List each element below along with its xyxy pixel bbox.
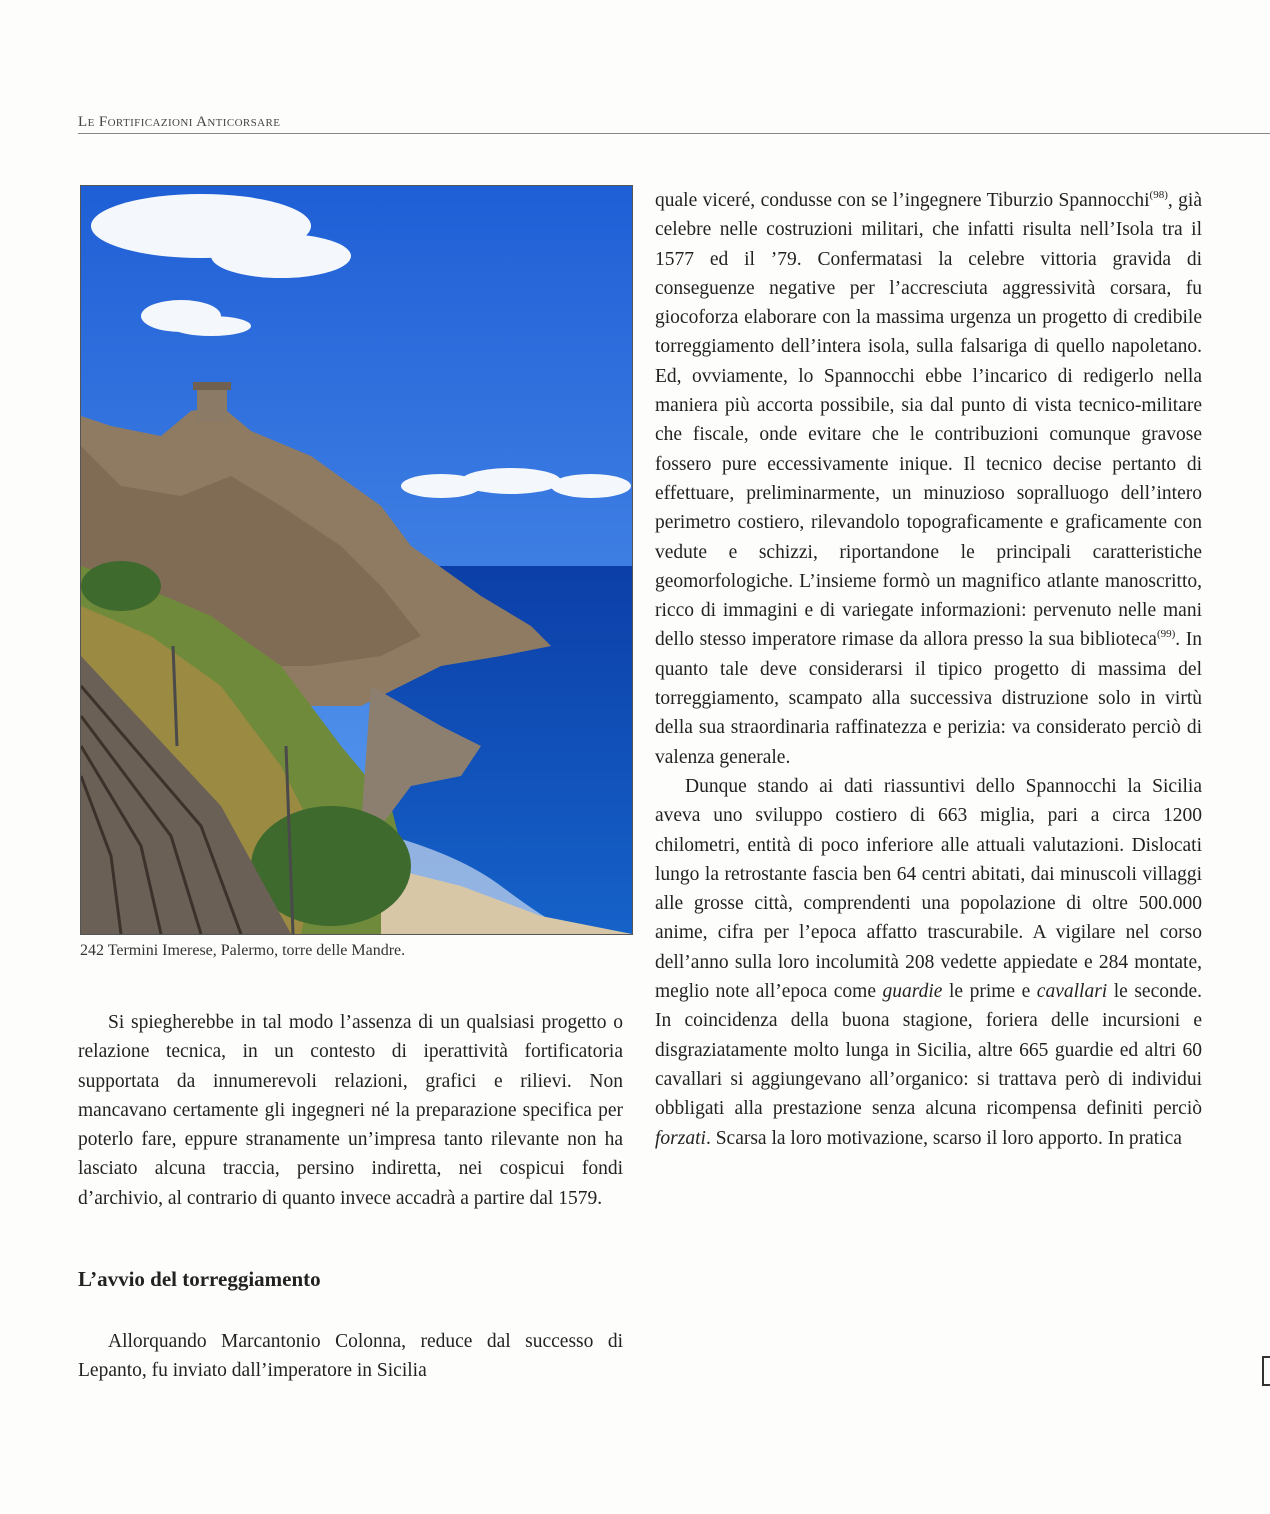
right-p2-part-d: . Scarsa la loro motivazione, scarso il loro apporto. In pratica bbox=[705, 1127, 1182, 1149]
running-title: Le Fortificazioni Anticorsare bbox=[78, 114, 281, 130]
left-lower-text bbox=[78, 1327, 623, 1386]
coastal-tower-photo bbox=[80, 185, 633, 935]
footnote-99: (99) bbox=[1156, 628, 1176, 641]
footnote-98: (98) bbox=[1149, 189, 1168, 201]
left-column-text bbox=[78, 1008, 623, 1213]
section-paragraph: Allorquando Marcantonio Colonna, reduce dal successo di Lepanto, fu inviato dall’imperatore in Sicilia bbox=[78, 1331, 623, 1382]
right-p1-part-b: , già celebre nelle costruzioni militari, che infatti risulta nell’Isola tra il 1577 ed il ’79. Confermatasi la celebre vittoria gravida di conseguenze negative per l’accresciuta aggressività corsara, fu giocoforza elaborare con la massima urgenza un progetto di credibile torreggiamento dell’intera isola, sulla falsariga di quello napoletano. Ed, ovviamente, lo Spannocchi ebbe l’incarico di redigerlo nella maniera più accorta possibile, sia dal punto di vista tecnico-militare che fiscale, onde evitare che le contribuzioni comunque gravose fossero pure eccessivamente inique. Il tecnico decise pertanto di effettuare, preliminarmente, un minuzioso sopralluogo dell’intero perimetro costiero, rilevandolo topograficamente e graficamente con vedute e schizzi, riportandone le principali caratteristiche geomorfologiche. L’insieme formò un magnifico atlante manoscritto, ricco di immagini e di variegate informazioni: pervenuto nelle mani dello stesso imperatore rimase da allora presso la sua biblioteca bbox=[655, 190, 1202, 651]
right-paragraph-1 bbox=[655, 186, 1202, 772]
term-cavallari: cavallari bbox=[1036, 981, 1108, 1003]
section-heading: L’avvio del torreggiamento bbox=[78, 1267, 321, 1291]
header-rule bbox=[78, 133, 1270, 134]
term-forzati: forzati bbox=[655, 1127, 706, 1149]
right-p1-part-a: quale viceré, condusse con se l’ingegnere Tiburzio Spannocchi bbox=[655, 190, 1150, 211]
right-p2-part-a: Dunque stando ai dati riassuntivi dello Spannocchi la Sicilia aveva uno sviluppo costiero di 663 miglia, pari a circa 1200 chilometri, entità di poco inferiore alle attuali valutazioni. Dislocati lungo la retrostante fascia ben 64 centri abitati, dai minuscoli villaggi alle grosse città, comprendenti una popolazione di oltre 500.000 anime, cifra per l’epoca affatto trascurabile. A vigilare nel corso dell’anno sulla loro incolumità 208 vedette appiedate e 284 montate, meglio note all’epoca come bbox=[655, 775, 1202, 1003]
right-p2-part-c: le seconde. In coincidenza della buona stagione, foriera delle incursioni e disgraziatamente molto lunga in Sicilia, altre 665 guardie ed altri 60 cavallari si aggiungevano all’organico: si trattava però di individui obbligati alla prestazione senza alcuna ricompensa definiti perciò bbox=[655, 981, 1203, 1120]
right-p2-part-b: le prime e bbox=[949, 981, 1031, 1003]
right-column-text bbox=[655, 186, 1202, 1153]
figure-caption: 242 Termini Imerese, Palermo, torre delle Mandre. bbox=[80, 942, 406, 959]
left-paragraph: Si spiegherebbe in tal modo l’assenza di un qualsiasi progetto o relazione tecnica, in un contesto di iperattività fortificatoria supportata da innumerevoli relazioni, grafici e rilievi. Non mancavano certamente gli ingegneri né la preparazione specifica per poterlo fare, eppure stranamente un’impresa tanto rilevante non ha lasciato alcuna traccia, persino indiretta, nei cospicui fondi d’archivio, al contrario di quanto invece accadrà a partire dal 1579. bbox=[78, 1012, 623, 1209]
page-edge-mark bbox=[1262, 1356, 1270, 1386]
term-guardie: guardie bbox=[882, 981, 943, 1003]
right-p1-part-c: . In quanto tale deve considerarsi il tipico progetto di massima del torreggiamento, scampato alla successiva distruzione solo in virtù della sua straordinaria raffinatezza e perizia: va considerato perciò di valenza generale. bbox=[655, 629, 1202, 768]
photo-illustration bbox=[81, 186, 632, 934]
right-paragraph-2 bbox=[655, 772, 1202, 1153]
